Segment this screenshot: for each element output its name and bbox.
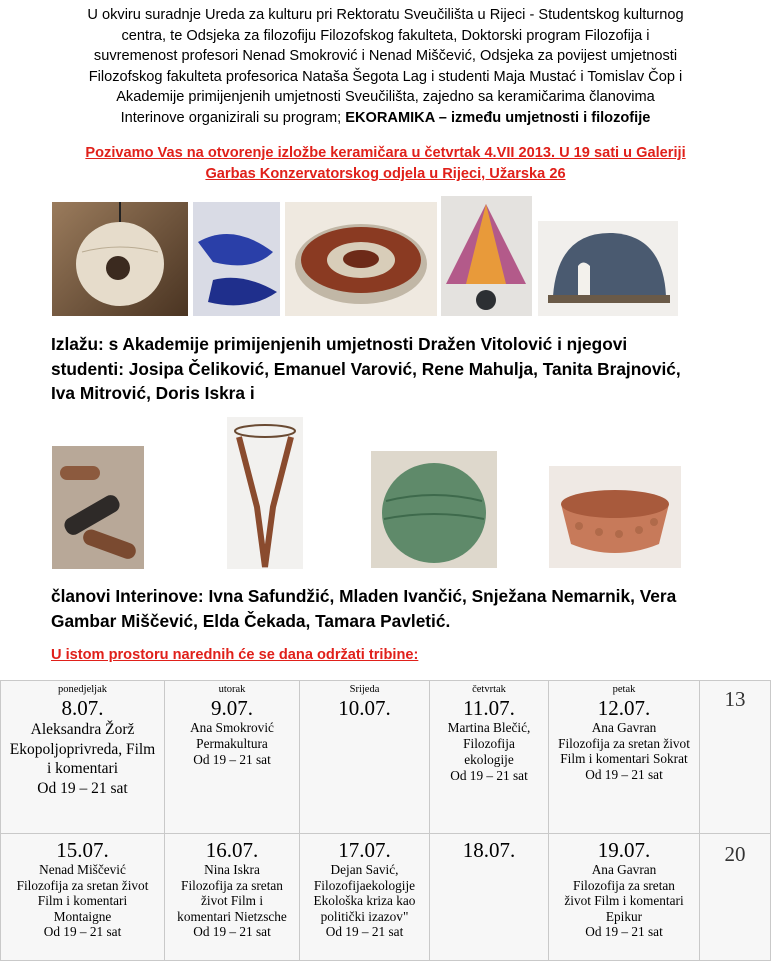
calendar-cell-sat — [700, 834, 771, 961]
spiked-bowl-photo — [549, 466, 681, 568]
date-number: 13 — [724, 687, 746, 711]
weekday-label: utorak — [218, 684, 246, 695]
topic: Epikur — [605, 908, 643, 924]
calendar-week-row — [1, 834, 771, 961]
speaker: Aleksandra Žorž — [30, 721, 135, 738]
time: Od 19 – 21 sat — [585, 766, 663, 782]
topic: politički izazov" — [320, 908, 409, 924]
ceramic-sphere-photo — [52, 202, 188, 316]
speaker: Nina Iskra — [204, 862, 260, 877]
topic: Filozofija za sretan život — [558, 735, 690, 751]
exhibitors-line: Izlažu: s Akademije primijenjenih umjetnosti Dražen Vitolović i njegovi — [51, 334, 628, 354]
date-label: 18.07. — [462, 838, 516, 862]
date-number: 20 — [724, 842, 746, 866]
academy-exhibitors — [51, 332, 751, 406]
calendar-cell-wed — [300, 834, 430, 961]
calendar-cell-sat — [700, 681, 771, 834]
topic: ekologije — [464, 752, 514, 767]
invitation-line: Pozivamo Vas na otvorenje izložbe keramičara u četvrtak 4.VII 2013. U 19 sati u Galeriji — [85, 145, 686, 161]
topic: Filozofija za sretan — [181, 877, 283, 893]
calendar-cell-fri — [549, 681, 700, 834]
date-label: 9.07. — [211, 696, 253, 720]
tribines-heading: U istom prostoru narednih će se dana održati tribine: — [51, 647, 419, 663]
intro-line: centra, te Odsjeka za filozofiju Filozofskog fakulteta, Doktorski program Filozofija i — [121, 27, 650, 44]
topic: Ekološka kriza kao — [313, 893, 416, 908]
exhibitors-line: Iva Mitrović, Doris Iskra i — [51, 383, 255, 403]
exhibitors-line: studenti: Josipa Čeliković, Emanuel Varović, Rene Mahulja, Tanita Brajnović, — [51, 358, 681, 379]
interinova-exhibitors — [51, 584, 751, 633]
glass-pyramid-photo — [441, 196, 532, 316]
intro-paragraph — [20, 5, 751, 128]
time: Od 19 – 21 sat — [450, 768, 528, 783]
time: Od 19 – 21 sat — [193, 752, 271, 767]
topic: Montaigne — [53, 908, 112, 924]
dome-ceramic-photo — [538, 221, 678, 316]
speaker: Martina Blečić, — [447, 720, 531, 735]
intro-line: Akademije primijenjenih umjetnosti Sveučilišta, zajedno sa keramičarima članovima — [116, 89, 655, 105]
ceramic-bottles-photo — [52, 446, 144, 569]
time: Od 19 – 21 sat — [43, 924, 122, 939]
intro-line: Filozofskog fakulteta profesorica Nataša Šegota Lag i studenti Maja Mustać i Tomislav Čop i — [88, 68, 683, 85]
calendar-cell-thu — [430, 834, 549, 961]
weekday-label: petak — [612, 684, 636, 695]
calendar-cell-tue — [165, 681, 300, 834]
speaker: Ana Gavran — [591, 862, 657, 877]
speaker: Ana Gavran — [591, 720, 657, 735]
date-label: 10.07. — [338, 696, 391, 720]
ceramic-sculpture-photo — [227, 417, 303, 569]
calendar-week-row — [1, 681, 771, 834]
date-label: 19.07. — [597, 838, 651, 862]
date-label: 17.07. — [338, 838, 391, 862]
date-label: 16.07. — [205, 838, 259, 862]
topic: Film i komentari — [37, 893, 128, 908]
calendar-cell-thu — [430, 681, 549, 834]
invitation-line: Garbas Konzervatorskog odjela u Rijeci, Užarska 26 — [205, 166, 566, 182]
calendar-cell-mon — [1, 681, 165, 834]
time: Od 19 – 21 sat — [325, 924, 404, 939]
intro-line: U okviru suradnje Ureda za kulturu pri Rektoratu Sveučilišta u Rijeci - Studentskog kulturnog — [87, 7, 684, 23]
exhibitors-line: članovi Interinove: Ivna Safundžić, Mladen Ivančić, Snježana Nemarnik, Vera — [51, 586, 677, 606]
time: Od 19 – 21 sat — [37, 779, 128, 797]
weekday-label: ponedjeljak — [58, 684, 107, 695]
tribines-calendar — [0, 680, 771, 961]
date-label: 8.07. — [61, 696, 104, 720]
date-label: 12.07. — [597, 696, 651, 720]
green-sphere-photo — [371, 451, 497, 568]
topic: život Film i komentari — [564, 893, 684, 908]
topic: Filozofija za sretan život — [16, 877, 149, 893]
topic: Film i komentari Sokrat — [560, 751, 688, 766]
time: Od 19 – 21 sat — [193, 924, 271, 939]
weekday-label: Srijeda — [349, 684, 380, 695]
topic: Filozofija — [463, 736, 515, 751]
intro-text: Interinove organizirali su program; — [120, 109, 346, 126]
calendar-cell-wed — [300, 681, 430, 834]
weekday-label: četvrtak — [472, 684, 506, 695]
speaker: Ana Smokrović — [190, 720, 274, 735]
calendar-cell-mon — [1, 834, 165, 961]
calendar-cell-tue — [165, 834, 300, 961]
exhibitors-line: Gambar Miščević, Elda Čekada, Tamara Pavletić. — [51, 610, 451, 631]
speaker: Dejan Savić, — [330, 862, 399, 877]
program-title: EKORAMIKA – između umjetnosti i filozofije — [345, 109, 651, 126]
topic: Permakultura — [196, 736, 268, 751]
date-label: 11.07. — [463, 696, 515, 720]
time: Od 19 – 21 sat — [585, 924, 663, 939]
date-label: 15.07. — [56, 838, 109, 862]
topic: Filozofijaekologije — [313, 877, 416, 893]
calendar-cell-fri — [549, 834, 700, 961]
topic: život Film i — [200, 893, 264, 908]
topic: i komentari — [46, 760, 119, 777]
intro-line: suvremenost profesori Nenad Smokrović i Nenad Miščević, Odsjeka za povijest umjetnosti — [93, 48, 678, 64]
topic: Ekopoljoprivreda, Film — [9, 740, 156, 758]
invitation — [20, 143, 751, 185]
ring-ceramic-photo — [285, 202, 437, 316]
intro-line — [20, 108, 751, 129]
blue-ceramic-photo — [193, 202, 280, 316]
topic: Filozofija za sretan — [573, 877, 675, 893]
topic: komentari Nietzsche — [177, 908, 287, 924]
speaker: Nenad Miščević — [39, 862, 126, 877]
